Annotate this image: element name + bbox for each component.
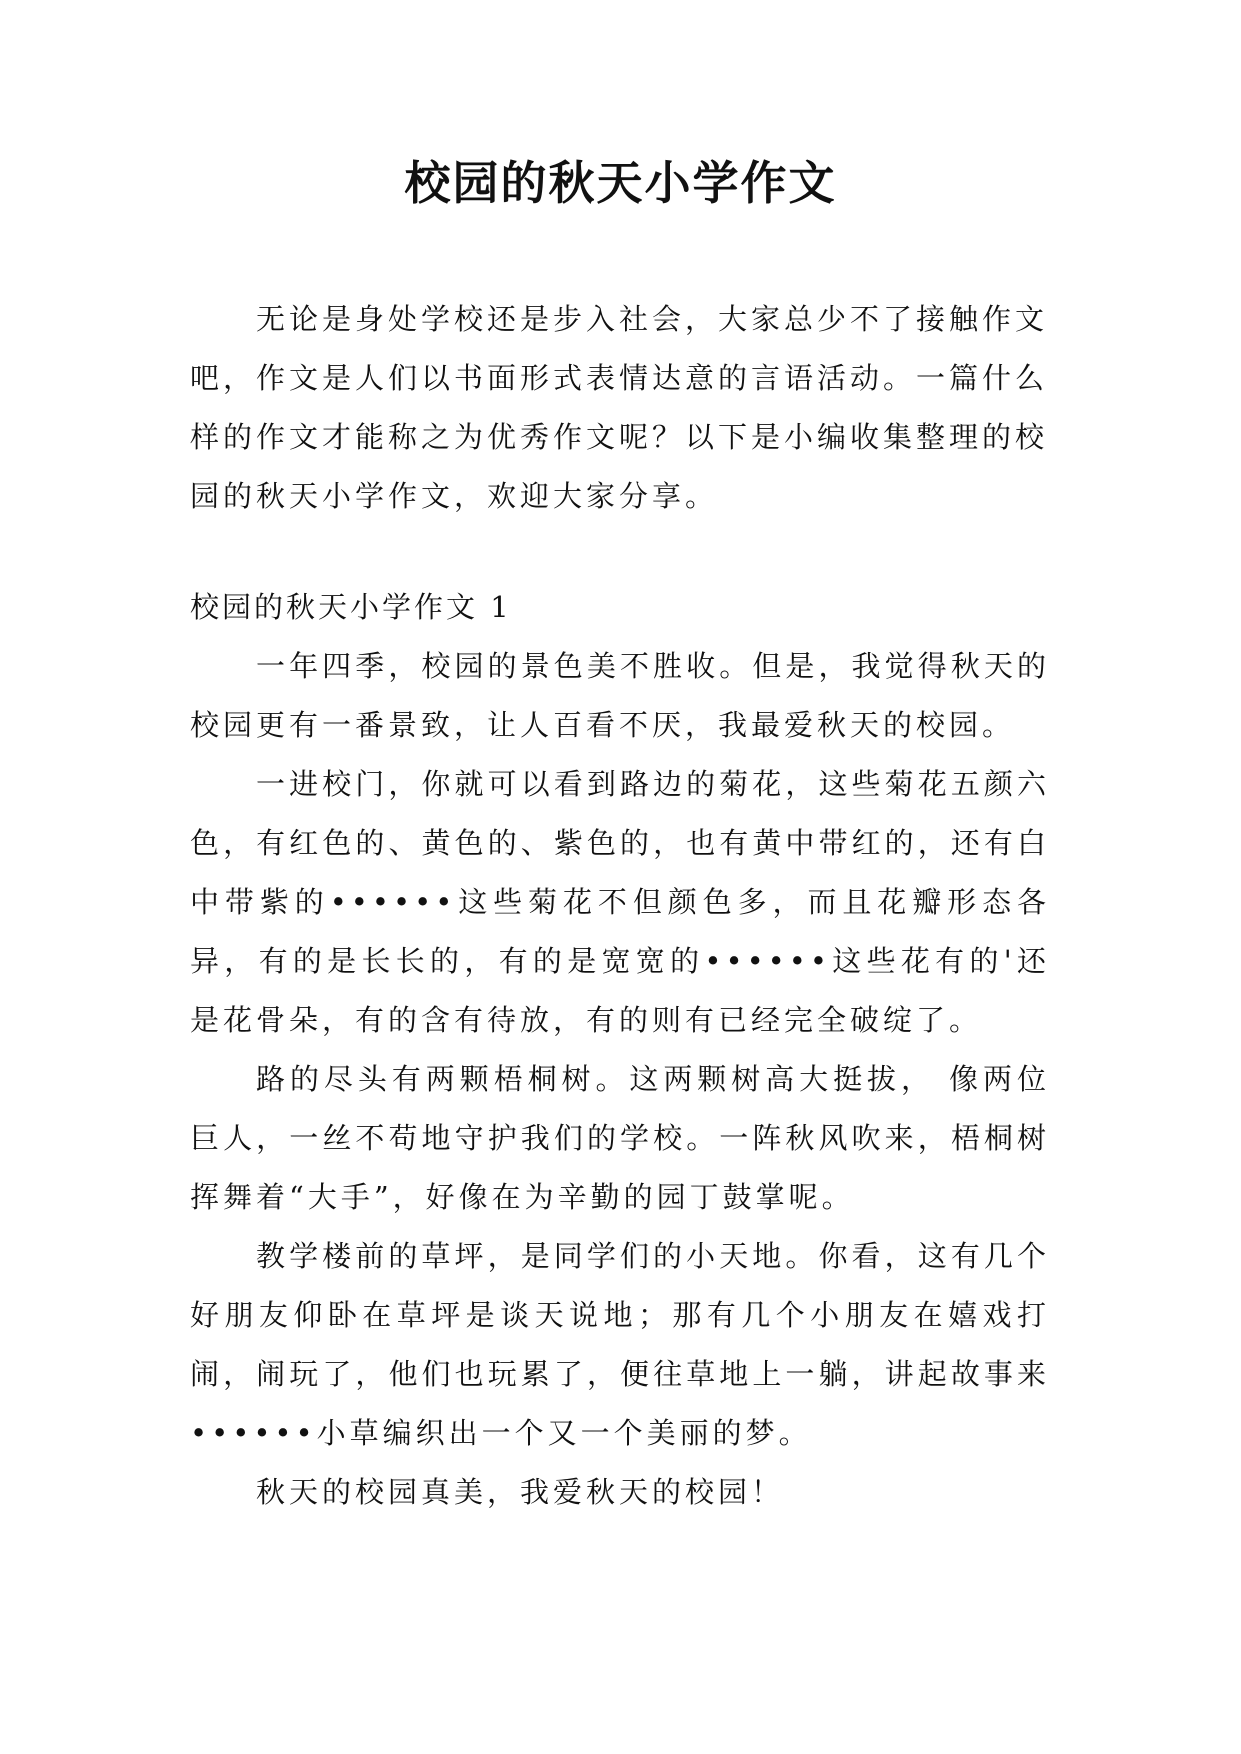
essay-paragraph: 一年四季，校园的景色美不胜收。但是，我觉得秋天的校园更有一番景致，让人百看不厌，我最爱秋天的校园。 [190, 649, 1050, 742]
document-title: 校园的秋天小学作文 [404, 156, 837, 210]
essay-paragraph: 一进校门，你就可以看到路边的菊花，这些菊花五颜六色，有红色的、黄色的、紫色的，也有黄中带红的，还有白中带紫的••••••这些菊花不但颜色多，而且花瓣形态各异，有的是长长的，有的是宽宽的••••••这些花有的'还是花骨朵，有的含有待放，有的则有已经完全破绽了。 [190, 767, 1050, 1037]
essay-paragraph: 秋天的校园真美，我爱秋天的校园！ [256, 1475, 785, 1509]
essay-paragraph: 路的尽头有两颗梧桐树。这两颗树高大挺拔， 像两位巨人，一丝不苟地守护我们的学校。一阵秋风吹来，梧桐树挥舞着“大手”，好像在为辛勤的园丁鼓掌呢。 [190, 1062, 1050, 1214]
essay-paragraph: 教学楼前的草坪，是同学们的小天地。你看，这有几个好朋友仰卧在草坪是谈天说地；那有几个小朋友在嬉戏打闹，闹玩了，他们也玩累了，便往草地上一躺，讲起故事来••••••小草编织出一个又一个美丽的梦。 [190, 1239, 1050, 1450]
section-heading: 校园的秋天小学作文 1 [190, 590, 512, 624]
intro-paragraph: 无论是身处学校还是步入社会，大家总少不了接触作文吧，作文是人们以书面形式表情达意的言语活动。一篇什么样的作文才能称之为优秀作文呢？以下是小编收集整理的校园的秋天小学作文，欢迎大家分享。 [190, 302, 1049, 513]
essay-body [190, 637, 1050, 1522]
